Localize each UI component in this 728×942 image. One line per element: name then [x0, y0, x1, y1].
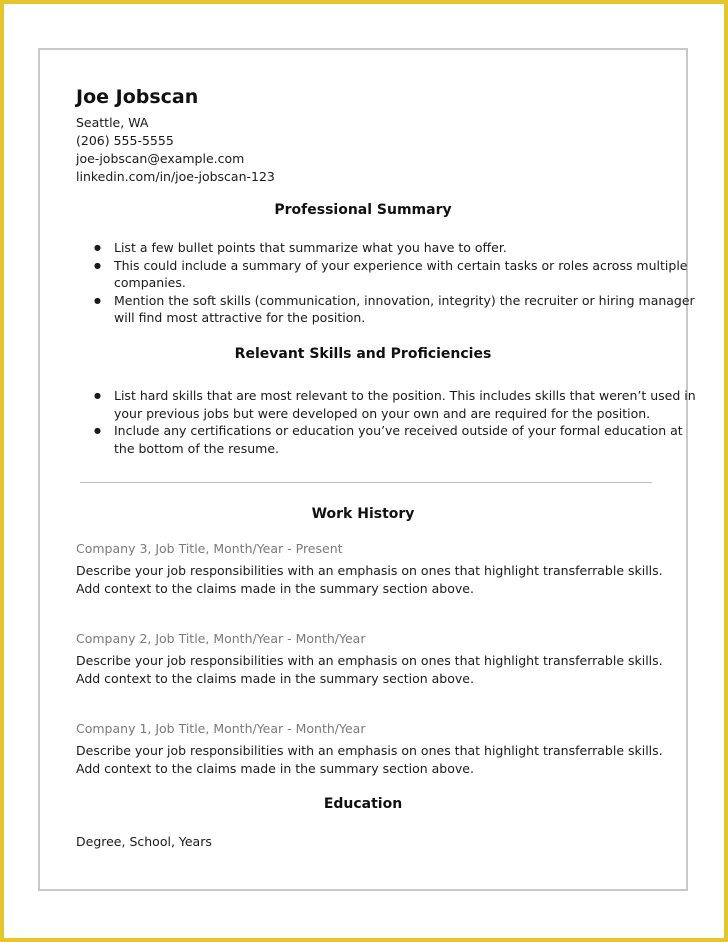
section-divider [80, 482, 652, 483]
list-item: ● List a few bullet points that summarize what you have to offer. [114, 239, 704, 257]
section-title-work: Work History [311, 506, 415, 522]
list-item: ● List hard skills that are most relevant to the position. This includes skills that weren’t used in your previous jobs but were developed on your own and are required for the position. [114, 387, 704, 422]
job-description-line: Describe your job responsibilities with an emphasis on ones that highlight transferrable skills. [76, 653, 663, 668]
contact-phone: (206) 555-5555 [76, 133, 174, 148]
candidate-name: Joe Jobscan [76, 86, 199, 108]
job-description-line: Describe your job responsibilities with an emphasis on ones that highlight transferrable skills. [76, 743, 663, 758]
list-item: ● This could include a summary of your experience with certain tasks or roles across multiple companies. [114, 257, 704, 292]
job-heading: Company 3, Job Title, Month/Year - Present [76, 541, 343, 556]
section-title-skills: Relevant Skills and Proficiencies [234, 346, 492, 362]
skills-list [76, 387, 704, 457]
section-title-summary: Professional Summary [274, 202, 452, 218]
job-description-line: Add context to the claims made in the summary section above. [76, 671, 474, 686]
job-heading: Company 2, Job Title, Month/Year - Month/Year [76, 631, 366, 646]
job-description-line: Describe your job responsibilities with an emphasis on ones that highlight transferrable skills. [76, 563, 663, 578]
job-description-line: Add context to the claims made in the summary section above. [76, 761, 474, 776]
job-description [76, 652, 666, 688]
contact-email: joe-jobscan@example.com [76, 151, 245, 166]
education-entry: Degree, School, Years [76, 834, 212, 849]
contact-location: Seattle, WA [76, 115, 149, 130]
section-title-education: Education [323, 796, 403, 812]
list-item: ● Include any certifications or education you’ve received outside of your formal education at the bottom of the resume. [114, 422, 704, 457]
resume-sheet [38, 48, 696, 891]
list-item: ● Mention the soft skills (communication, innovation, integrity) the recruiter or hiring manager will find most attractive for the position. [114, 292, 704, 327]
job-description [76, 742, 666, 778]
summary-list [76, 239, 704, 327]
job-heading: Company 1, Job Title, Month/Year - Month/Year [76, 721, 366, 736]
job-description [76, 562, 666, 598]
job-description-line: Add context to the claims made in the summary section above. [76, 581, 474, 596]
contact-linkedin: linkedin.com/in/joe-jobscan-123 [76, 169, 275, 184]
